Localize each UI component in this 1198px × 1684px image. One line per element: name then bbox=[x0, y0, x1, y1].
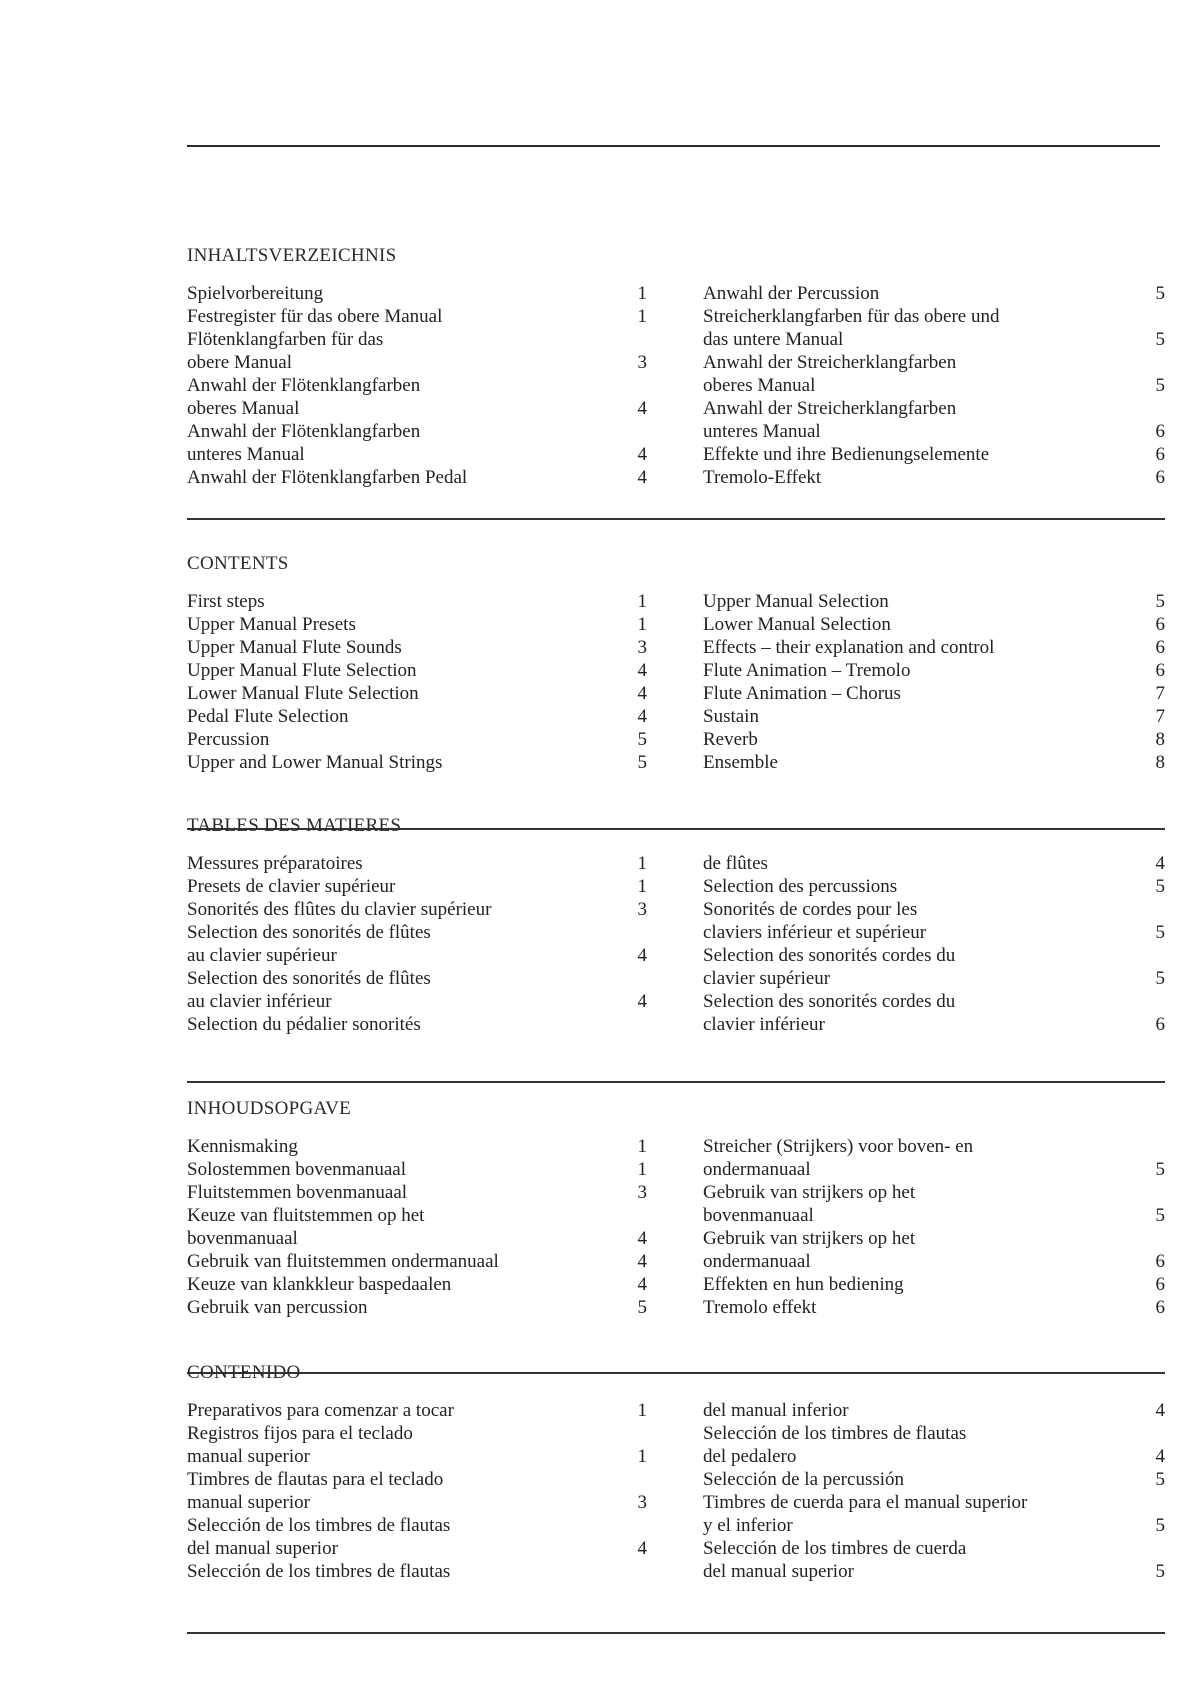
toc-entry bbox=[703, 1013, 1165, 1036]
toc-page-number: 1 bbox=[637, 283, 647, 304]
toc-entry bbox=[187, 852, 647, 875]
toc-entry bbox=[187, 1158, 647, 1181]
toc-entry bbox=[187, 944, 647, 967]
toc-page-number: 6 bbox=[1155, 1014, 1165, 1035]
toc-entry-title: bovenmanuaal bbox=[187, 1228, 298, 1249]
toc-column-right bbox=[703, 1399, 1165, 1583]
toc-entry-title: claviers inférieur et supérieur bbox=[703, 922, 927, 943]
section-heading: CONTENIDO bbox=[187, 1362, 301, 1383]
toc-entry bbox=[187, 613, 647, 636]
toc-page-number: 5 bbox=[1155, 1469, 1165, 1490]
toc-entry bbox=[703, 374, 1165, 397]
toc-page-number: 1 bbox=[637, 591, 647, 612]
toc-entry-title: Selection des sonorités de flûtes bbox=[187, 968, 431, 989]
toc-entry bbox=[187, 1514, 647, 1537]
toc-entry-title: ondermanuaal bbox=[703, 1159, 811, 1180]
toc-entry-title: das untere Manual bbox=[703, 329, 844, 350]
toc-entry-title: Anwahl der Percussion bbox=[703, 283, 880, 304]
toc-entry-title: Streicherklangfarben für das obere und bbox=[703, 306, 1000, 327]
toc-page-number: 5 bbox=[1155, 968, 1165, 989]
toc-page-number: 3 bbox=[637, 352, 647, 373]
toc-entry-title: Selection des sonorités de flûtes bbox=[187, 922, 431, 943]
toc-section-contents bbox=[187, 553, 1165, 832]
toc-page-number: 4 bbox=[637, 945, 647, 966]
toc-page-number: 5 bbox=[637, 752, 647, 773]
toc-entry bbox=[703, 751, 1165, 774]
toc-page-number: 1 bbox=[637, 1136, 647, 1157]
toc-page-number: 1 bbox=[637, 1400, 647, 1421]
toc-entry-title: Keuze van fluitstemmen op het bbox=[187, 1205, 425, 1226]
toc-entry-title: unteres Manual bbox=[703, 421, 821, 442]
toc-entry-title: Sonorités de cordes pour les bbox=[703, 899, 918, 920]
toc-entry-title: unteres Manual bbox=[187, 444, 305, 465]
toc-entry-title: obere Manual bbox=[187, 352, 292, 373]
toc-entry-title: del manual superior bbox=[187, 1538, 338, 1559]
toc-entry-title: Preparativos para comenzar a tocar bbox=[187, 1400, 454, 1421]
toc-entry-title: de flûtes bbox=[703, 853, 768, 874]
toc-entry-title: au clavier supérieur bbox=[187, 945, 337, 966]
toc-page-number: 5 bbox=[637, 1297, 647, 1318]
toc-page-number: 4 bbox=[637, 1538, 647, 1559]
toc-entry-title: Anwahl der Streicherklangfarben bbox=[703, 398, 957, 419]
toc-entry-title: Flute Animation – Tremolo bbox=[703, 660, 911, 681]
toc-entry bbox=[703, 1468, 1165, 1491]
section-heading: TABLES DES MATIERES bbox=[187, 815, 402, 836]
toc-entry bbox=[703, 1445, 1165, 1468]
section-divider bbox=[187, 1081, 1165, 1083]
toc-entry bbox=[187, 1560, 647, 1583]
toc-entry bbox=[703, 852, 1165, 875]
toc-entry-title: Fluitstemmen bovenmanuaal bbox=[187, 1182, 408, 1203]
toc-entry bbox=[187, 1537, 647, 1560]
toc-column-left bbox=[187, 1399, 647, 1583]
toc-entry bbox=[703, 1158, 1165, 1181]
toc-entry-title: Selection des sonorités cordes du bbox=[703, 991, 956, 1012]
toc-entry-title: Percussion bbox=[187, 729, 270, 750]
toc-entry bbox=[187, 636, 647, 659]
toc-entry-title: Reverb bbox=[703, 729, 758, 750]
toc-page-number: 4 bbox=[637, 398, 647, 419]
toc-entry bbox=[187, 659, 647, 682]
toc-entry bbox=[703, 1181, 1165, 1204]
toc-page-number: 6 bbox=[1155, 1297, 1165, 1318]
toc-entry bbox=[703, 921, 1165, 944]
toc-column-left bbox=[187, 852, 647, 1036]
toc-page-number: 6 bbox=[1155, 614, 1165, 635]
toc-entry-title: oberes Manual bbox=[703, 375, 816, 396]
toc-entry-title: au clavier inférieur bbox=[187, 991, 332, 1012]
toc-entry bbox=[703, 1399, 1165, 1422]
toc-entry bbox=[703, 397, 1165, 420]
toc-entry bbox=[187, 1399, 647, 1422]
toc-entry bbox=[187, 1250, 647, 1273]
toc-page-number: 1 bbox=[637, 853, 647, 874]
toc-page-number: 4 bbox=[637, 467, 647, 488]
toc-page-number: 1 bbox=[637, 614, 647, 635]
toc-entry bbox=[187, 1468, 647, 1491]
toc-entry-title: Registros fijos para el teclado bbox=[187, 1423, 413, 1444]
toc-page-number: 5 bbox=[1155, 283, 1165, 304]
section-heading: INHALTSVERZEICHNIS bbox=[187, 245, 397, 266]
toc-entry-title: clavier inférieur bbox=[703, 1014, 825, 1035]
toc-page-number: 5 bbox=[1155, 876, 1165, 897]
toc-page-number: 4 bbox=[637, 1228, 647, 1249]
toc-entry bbox=[187, 1273, 647, 1296]
toc-entry bbox=[703, 990, 1165, 1013]
toc-page-number: 4 bbox=[1155, 1446, 1165, 1467]
toc-entry-title: Selección de la percussión bbox=[703, 1469, 905, 1490]
toc-entry bbox=[703, 1135, 1165, 1158]
toc-entry bbox=[703, 1560, 1165, 1583]
toc-entry bbox=[703, 1227, 1165, 1250]
toc-entry bbox=[703, 898, 1165, 921]
toc-entry-title: Kennismaking bbox=[187, 1136, 298, 1157]
section-divider bbox=[187, 518, 1165, 520]
toc-entry-title: Timbres de flautas para el teclado bbox=[187, 1469, 444, 1490]
toc-entry-title: ondermanuaal bbox=[703, 1251, 811, 1272]
toc-entry bbox=[187, 351, 647, 374]
toc-column-right bbox=[703, 1135, 1165, 1319]
toc-entry-title: Gebruik van percussion bbox=[187, 1297, 368, 1318]
toc-entry bbox=[703, 728, 1165, 751]
toc-page-number: 6 bbox=[1155, 660, 1165, 681]
toc-entry bbox=[187, 443, 647, 466]
toc-entry-title: Anwahl der Flötenklangfarben bbox=[187, 375, 421, 396]
toc-entry-title: Tremolo effekt bbox=[703, 1297, 817, 1318]
toc-page-number: 4 bbox=[637, 1274, 647, 1295]
toc-column-left bbox=[187, 282, 647, 489]
toc-entry-title: Selection des percussions bbox=[703, 876, 898, 897]
toc-page-number: 4 bbox=[637, 660, 647, 681]
toc-entry bbox=[187, 705, 647, 728]
toc-entry bbox=[187, 1422, 647, 1445]
toc-entry-title: Gebruik van strijkers op het bbox=[703, 1182, 916, 1203]
toc-entry bbox=[187, 305, 647, 328]
toc-entry-title: oberes Manual bbox=[187, 398, 300, 419]
toc-page-number: 1 bbox=[637, 1446, 647, 1467]
toc-entry bbox=[703, 636, 1165, 659]
toc-page-number: 4 bbox=[637, 683, 647, 704]
toc-entry-title: del pedalero bbox=[703, 1446, 797, 1467]
toc-entry bbox=[187, 990, 647, 1013]
toc-page-number: 1 bbox=[637, 306, 647, 327]
toc-entry-title: Anwahl der Streicherklangfarben bbox=[703, 352, 957, 373]
toc-entry bbox=[703, 1273, 1165, 1296]
toc-entry bbox=[187, 1135, 647, 1158]
toc-entry-title: Effects – their explanation and control bbox=[703, 637, 995, 658]
toc-entry-title: Upper Manual Flute Selection bbox=[187, 660, 417, 681]
toc-page-number: 4 bbox=[1155, 1400, 1165, 1421]
toc-entry bbox=[187, 1204, 647, 1227]
toc-page-number: 1 bbox=[637, 876, 647, 897]
toc-entry-title: Effekte und ihre Bedienungselemente bbox=[703, 444, 990, 465]
toc-page-number: 6 bbox=[1155, 467, 1165, 488]
toc-entry-title: clavier supérieur bbox=[703, 968, 831, 989]
toc-entry bbox=[187, 967, 647, 990]
toc-entry-title: Sonorités des flûtes du clavier supérieur bbox=[187, 899, 492, 920]
toc-column-right bbox=[703, 852, 1165, 1036]
toc-page-number: 6 bbox=[1155, 421, 1165, 442]
toc-entry bbox=[187, 466, 647, 489]
toc-page-number: 5 bbox=[1155, 1205, 1165, 1226]
toc-entry bbox=[703, 944, 1165, 967]
toc-entry bbox=[187, 328, 647, 351]
toc-page-number: 7 bbox=[1155, 706, 1165, 727]
toc-page-number: 6 bbox=[1155, 444, 1165, 465]
toc-entry bbox=[187, 1296, 647, 1319]
toc-page-number: 7 bbox=[1155, 683, 1165, 704]
toc-entry-title: Flute Animation – Chorus bbox=[703, 683, 901, 704]
toc-entry-title: Anwahl der Flötenklangfarben Pedal bbox=[187, 467, 468, 488]
toc-page-number: 3 bbox=[637, 1182, 647, 1203]
toc-entry-title: Presets de clavier supérieur bbox=[187, 876, 396, 897]
toc-page-number: 5 bbox=[1155, 1561, 1165, 1582]
toc-entry bbox=[187, 682, 647, 705]
toc-entry-title: Selección de los timbres de cuerda bbox=[703, 1538, 967, 1559]
toc-entry-title: Lower Manual Selection bbox=[703, 614, 891, 635]
toc-entry bbox=[703, 682, 1165, 705]
toc-entry bbox=[703, 282, 1165, 305]
toc-entry-title: Lower Manual Flute Selection bbox=[187, 683, 419, 704]
toc-page-number: 6 bbox=[1155, 637, 1165, 658]
toc-section-contenido bbox=[187, 1362, 1165, 1636]
toc-entry-title: Upper Manual Flute Sounds bbox=[187, 637, 402, 658]
toc-entry bbox=[703, 466, 1165, 489]
toc-page-number: 4 bbox=[637, 706, 647, 727]
toc-page-number: 1 bbox=[637, 1159, 647, 1180]
toc-entry bbox=[187, 590, 647, 613]
toc-entry bbox=[703, 420, 1165, 443]
toc-entry bbox=[703, 1422, 1165, 1445]
toc-section-inhaltsverzeichnis bbox=[187, 245, 1165, 522]
toc-entry bbox=[703, 875, 1165, 898]
toc-entry bbox=[187, 1491, 647, 1514]
toc-entry bbox=[187, 374, 647, 397]
toc-entry-title: Gebruik van strijkers op het bbox=[703, 1228, 916, 1249]
toc-page-number: 5 bbox=[1155, 1515, 1165, 1536]
toc-column-left bbox=[187, 590, 647, 774]
section-divider bbox=[187, 1632, 1165, 1634]
toc-entry-title: del manual inferior bbox=[703, 1400, 849, 1421]
section-heading: CONTENTS bbox=[187, 553, 289, 574]
toc-entry bbox=[703, 1537, 1165, 1560]
toc-entry-title: Solostemmen bovenmanuaal bbox=[187, 1159, 406, 1180]
toc-entry bbox=[187, 1445, 647, 1468]
toc-page-number: 8 bbox=[1155, 752, 1165, 773]
toc-entry-title: Ensemble bbox=[703, 752, 778, 773]
toc-page-number: 3 bbox=[637, 1492, 647, 1513]
toc-entry bbox=[187, 728, 647, 751]
toc-entry bbox=[703, 659, 1165, 682]
toc-page-number: 3 bbox=[637, 637, 647, 658]
toc-entry-title: Upper Manual Selection bbox=[703, 591, 889, 612]
toc-entry-title: Tremolo-Effekt bbox=[703, 467, 822, 488]
toc-entry bbox=[187, 420, 647, 443]
toc-entry-title: Gebruik van fluitstemmen ondermanuaal bbox=[187, 1251, 499, 1272]
toc-entry-title: Flötenklangfarben für das bbox=[187, 329, 384, 350]
top-rule bbox=[187, 145, 1160, 147]
toc-entry bbox=[703, 351, 1165, 374]
toc-entry bbox=[703, 443, 1165, 466]
toc-entry bbox=[187, 751, 647, 774]
toc-entry bbox=[703, 1250, 1165, 1273]
toc-entry bbox=[187, 921, 647, 944]
toc-page-number: 5 bbox=[1155, 375, 1165, 396]
toc-entry-title: manual superior bbox=[187, 1446, 310, 1467]
toc-entry bbox=[187, 1227, 647, 1250]
toc-page-number: 5 bbox=[1155, 922, 1165, 943]
toc-entry bbox=[187, 1013, 647, 1036]
toc-entry-title: Pedal Flute Selection bbox=[187, 706, 349, 727]
toc-page-number: 4 bbox=[637, 1251, 647, 1272]
toc-entry bbox=[703, 590, 1165, 613]
toc-entry-title: Effekten en hun bediening bbox=[703, 1274, 904, 1295]
toc-entry-title: Messures préparatoires bbox=[187, 853, 363, 874]
toc-column-right bbox=[703, 282, 1165, 489]
toc-entry bbox=[703, 1491, 1165, 1514]
toc-entry-title: Selección de los timbres de flautas bbox=[187, 1515, 451, 1536]
toc-page-number: 8 bbox=[1155, 729, 1165, 750]
toc-entry-title: Selección de los timbres de flautas bbox=[187, 1561, 451, 1582]
toc-entry-title: Selection du pédalier sonorités bbox=[187, 1014, 421, 1035]
toc-page-number: 6 bbox=[1155, 1251, 1165, 1272]
toc-page-number: 6 bbox=[1155, 1274, 1165, 1295]
toc-entry bbox=[703, 705, 1165, 728]
toc-entry-title: Spielvorbereitung bbox=[187, 283, 324, 304]
toc-entry-title: Selection des sonorités cordes du bbox=[703, 945, 956, 966]
toc-page-number: 4 bbox=[637, 444, 647, 465]
toc-page-number: 5 bbox=[1155, 591, 1165, 612]
toc-entry bbox=[703, 1296, 1165, 1319]
toc-entry bbox=[187, 397, 647, 420]
toc-entry-title: Upper and Lower Manual Strings bbox=[187, 752, 443, 773]
toc-entry-title: Anwahl der Flötenklangfarben bbox=[187, 421, 421, 442]
section-heading: INHOUDSOPGAVE bbox=[187, 1098, 352, 1119]
toc-entry bbox=[187, 875, 647, 898]
toc-entry-title: Timbres de cuerda para el manual superior bbox=[703, 1492, 1028, 1513]
toc-entry-title: Selección de los timbres de flautas bbox=[703, 1423, 967, 1444]
toc-page-number: 4 bbox=[1155, 853, 1165, 874]
toc-page-number: 3 bbox=[637, 899, 647, 920]
toc-entry-title: Sustain bbox=[703, 706, 759, 727]
toc-page-number: 5 bbox=[1155, 1159, 1165, 1180]
toc-page-number: 5 bbox=[1155, 329, 1165, 350]
toc-entry bbox=[703, 1204, 1165, 1227]
toc-entry-title: y el inferior bbox=[703, 1515, 793, 1536]
toc-entry-title: Upper Manual Presets bbox=[187, 614, 356, 635]
toc-entry-title: manual superior bbox=[187, 1492, 310, 1513]
toc-page-number: 4 bbox=[637, 991, 647, 1012]
toc-entry bbox=[703, 328, 1165, 351]
toc-entry bbox=[703, 305, 1165, 328]
toc-entry-title: First steps bbox=[187, 591, 265, 612]
toc-column-left bbox=[187, 1135, 647, 1319]
toc-entry-title: Streicher (Strijkers) voor boven- en bbox=[703, 1136, 974, 1157]
toc-column-right bbox=[703, 590, 1165, 774]
toc-entry-title: Festregister für das obere Manual bbox=[187, 306, 443, 327]
toc-page-number: 5 bbox=[637, 729, 647, 750]
toc-entry bbox=[703, 967, 1165, 990]
toc-entry bbox=[703, 613, 1165, 636]
toc-entry bbox=[187, 898, 647, 921]
toc-entry-title: del manual superior bbox=[703, 1561, 854, 1582]
toc-entry-title: Keuze van klankkleur baspedaalen bbox=[187, 1274, 452, 1295]
toc-entry bbox=[187, 1181, 647, 1204]
toc-entry bbox=[703, 1514, 1165, 1537]
toc-section-inhoudsopgave bbox=[187, 1098, 1165, 1376]
toc-entry-title: bovenmanuaal bbox=[703, 1205, 814, 1226]
toc-entry bbox=[187, 282, 647, 305]
toc-section-tables-des-matieres bbox=[187, 815, 1165, 1085]
